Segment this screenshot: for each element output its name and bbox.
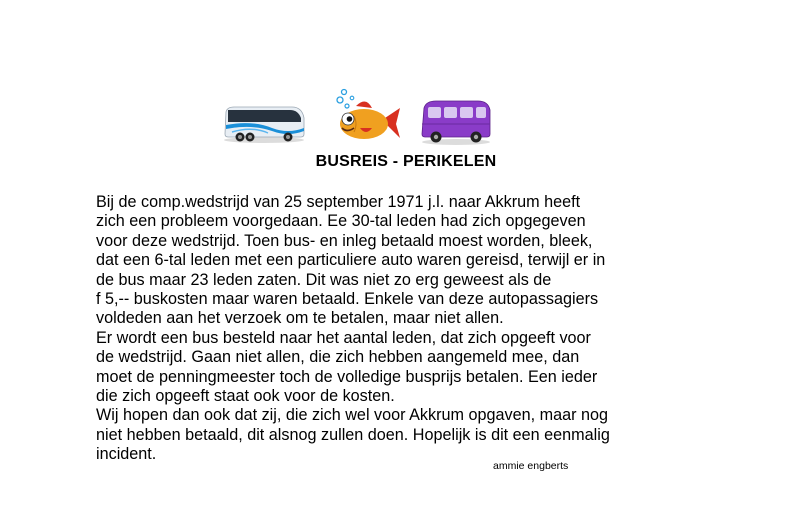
body-line: incident. [96,445,157,464]
article-body [96,193,696,465]
cartoon-fish-icon [330,86,402,144]
body-line: f 5,-- buskosten maar waren betaald. Enkele van deze autopassagiers [96,290,599,309]
purple-van-icon [418,96,494,146]
body-line: de wedstrijd. Gaan niet allen, die zich hebben aangemeld mee, dan [96,348,580,367]
body-line: dat een 6-tal leden met een particuliere auto waren gereisd, terwijl er in [96,251,606,270]
body-line: moet de penningmeester toch de volledige busprijs betalen. Een ieder [96,367,598,386]
body-line: voor deze wedstrijd. Toen bus- en inleg betaald moest worden, bleek, [96,231,593,250]
body-line: zich een probleem voorgedaan. Ee 30-tal leden had zich opgegeven [96,212,586,231]
body-line: niet hebben betaald, dit alsnog zullen doen. Hopelijk is dit een eenmalig [96,425,610,444]
body-line: voldeden aan het verzoek om te betalen, maar niet allen. [96,309,504,328]
body-line: Bij de comp.wedstrijd van 25 september 1971 j.l. naar Akkrum heeft [96,193,581,211]
body-line: de bus maar 23 leden zaten. Dit was niet zo erg geweest als de [96,270,552,289]
body-line: die zich opgeeft staat ook voor de kosten. [96,387,395,406]
author-signature: ammie engberts [493,460,569,472]
body-line: Wij hopen dan ook dat zij, die zich wel voor Akkrum opgaven, maar nog [96,406,608,425]
coach-bus-icon [222,98,306,144]
body-line: Er wordt een bus besteld naar het aantal leden, dat zich opgeeft voor [96,328,591,347]
page-title: BUSREIS - PERIKELEN [315,153,497,170]
